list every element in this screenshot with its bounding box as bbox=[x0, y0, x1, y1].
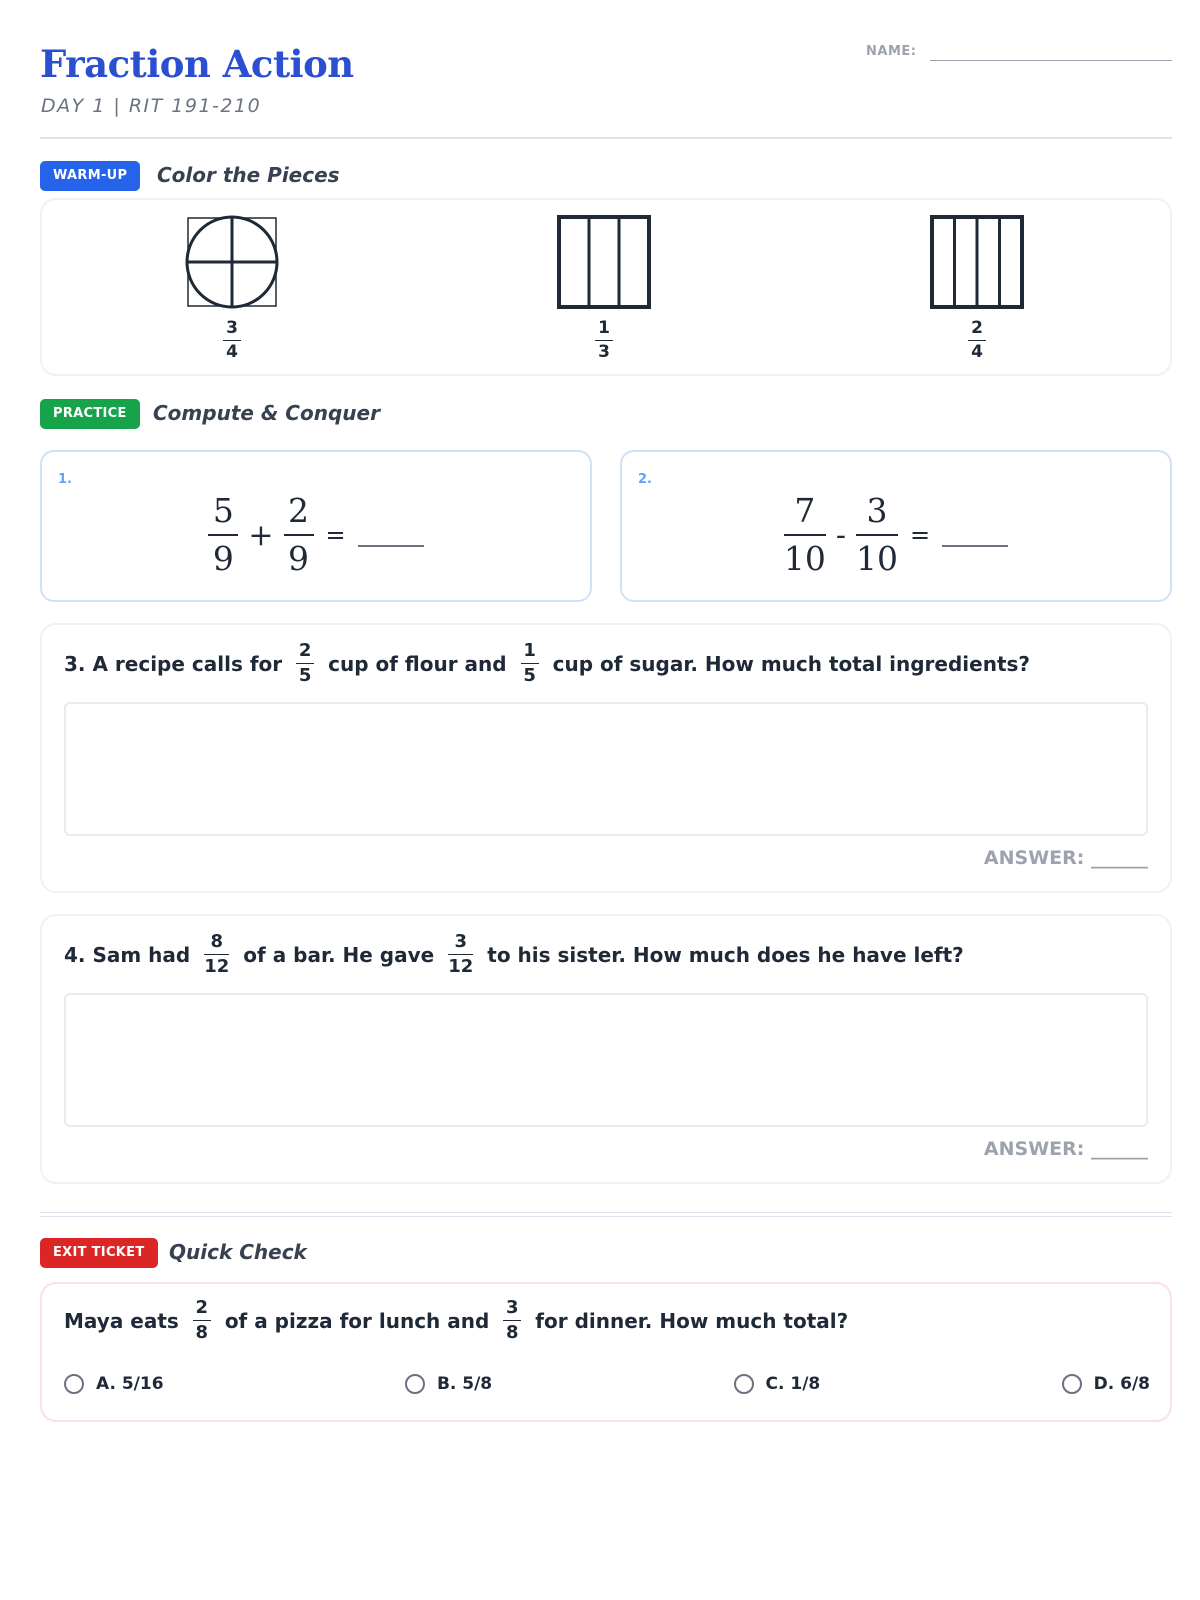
warmup-fraction-1-denominator: 4 bbox=[226, 342, 238, 362]
practice-title: Compute & Conquer bbox=[153, 401, 380, 425]
warmup-card bbox=[40, 198, 1172, 376]
exit-question: Maya eats 2 8 of a pizza for lunch and 3 8 for dinner. How much total? bbox=[64, 1297, 849, 1343]
radio-icon[interactable] bbox=[64, 1374, 84, 1394]
header-divider bbox=[40, 137, 1172, 139]
circle-quartered-shape[interactable] bbox=[184, 214, 280, 310]
problem-2-answer-blank[interactable] bbox=[942, 545, 1008, 547]
problem-3-card bbox=[40, 623, 1172, 893]
warmup-fraction-3-numerator: 2 bbox=[971, 318, 983, 338]
problem-2-operator: - bbox=[835, 517, 847, 553]
exit-fraction-1: 2 8 bbox=[193, 1298, 211, 1343]
exit-options bbox=[64, 1374, 1150, 1394]
warmup-fraction-1 bbox=[207, 318, 257, 362]
problem-1-number: 1. bbox=[58, 472, 72, 487]
problem-2-fraction-b: 3 10 bbox=[856, 491, 899, 578]
problem-4-fraction-2: 3 12 bbox=[448, 931, 474, 977]
problem-1-expression bbox=[42, 492, 590, 578]
exit-badge: EXIT TICKET bbox=[40, 1238, 158, 1268]
problem-2-card bbox=[620, 450, 1172, 602]
problem-4-card bbox=[40, 914, 1172, 1184]
warmup-fraction-2-numerator: 1 bbox=[598, 318, 610, 338]
problem-3-fraction-1: 2 5 bbox=[296, 641, 314, 686]
warmup-fraction-1-numerator: 3 bbox=[226, 318, 238, 338]
exit-divider-bottom bbox=[40, 1216, 1172, 1217]
radio-icon[interactable] bbox=[734, 1374, 754, 1394]
problem-4-work-area[interactable] bbox=[64, 993, 1148, 1127]
problem-4-fraction-1: 8 12 bbox=[204, 931, 230, 977]
warmup-fraction-2 bbox=[579, 318, 629, 362]
rectangle-fourths-shape[interactable] bbox=[929, 214, 1025, 310]
exit-fraction-2: 3 8 bbox=[503, 1298, 521, 1343]
exit-option-b[interactable]: B. 5/8 bbox=[405, 1374, 492, 1394]
worksheet-subtitle: DAY 1 | RIT 191-210 bbox=[41, 95, 262, 117]
warmup-fraction-3-denominator: 4 bbox=[971, 342, 983, 362]
problem-1-card bbox=[40, 450, 592, 602]
exit-divider-top bbox=[40, 1212, 1172, 1213]
problem-2-equals: = bbox=[910, 521, 931, 549]
warmup-title: Color the Pieces bbox=[157, 163, 340, 187]
problem-2-expression bbox=[622, 492, 1170, 578]
problem-3-fraction-2: 1 5 bbox=[521, 641, 539, 686]
problem-1-fraction-b: 2 9 bbox=[284, 492, 314, 578]
problem-3-work-area[interactable] bbox=[64, 702, 1148, 836]
problem-1-answer-blank[interactable] bbox=[358, 545, 424, 547]
warmup-badge: WARM-UP bbox=[40, 161, 140, 191]
problem-2-number: 2. bbox=[638, 472, 652, 487]
worksheet-title: Fraction Action bbox=[40, 42, 354, 86]
warmup-fraction-3 bbox=[952, 318, 1002, 362]
rectangle-thirds-shape[interactable] bbox=[556, 214, 652, 310]
problem-2-fraction-a: 7 10 bbox=[783, 491, 826, 578]
radio-icon[interactable] bbox=[405, 1374, 425, 1394]
radio-icon[interactable] bbox=[1062, 1374, 1082, 1394]
name-label: NAME: bbox=[866, 44, 917, 59]
problem-1-fraction-a: 5 9 bbox=[208, 492, 238, 578]
exit-option-a[interactable]: A. 5/16 bbox=[64, 1374, 164, 1394]
problem-3-answer-label[interactable]: ANSWER: ______ bbox=[983, 847, 1148, 869]
problem-4-question: 4. Sam had 8 12 of a bar. He gave 3 12 to his sister. How much does he have left? bbox=[64, 931, 964, 977]
problem-1-equals: = bbox=[325, 521, 346, 549]
exit-title: Quick Check bbox=[169, 1240, 307, 1264]
name-line[interactable] bbox=[930, 60, 1172, 61]
exit-card bbox=[40, 1282, 1172, 1422]
problem-4-answer-label[interactable]: ANSWER: ______ bbox=[983, 1138, 1148, 1160]
exit-option-d[interactable]: D. 6/8 bbox=[1062, 1374, 1150, 1394]
practice-badge: PRACTICE bbox=[40, 399, 140, 429]
problem-3-question: 3. A recipe calls for 2 5 cup of flour and 1 5 cup of sugar. How much total ingredients? bbox=[64, 640, 1031, 686]
problem-1-operator: + bbox=[248, 517, 274, 553]
warmup-fraction-2-denominator: 3 bbox=[598, 342, 610, 362]
exit-option-c[interactable]: C. 1/8 bbox=[734, 1374, 821, 1394]
